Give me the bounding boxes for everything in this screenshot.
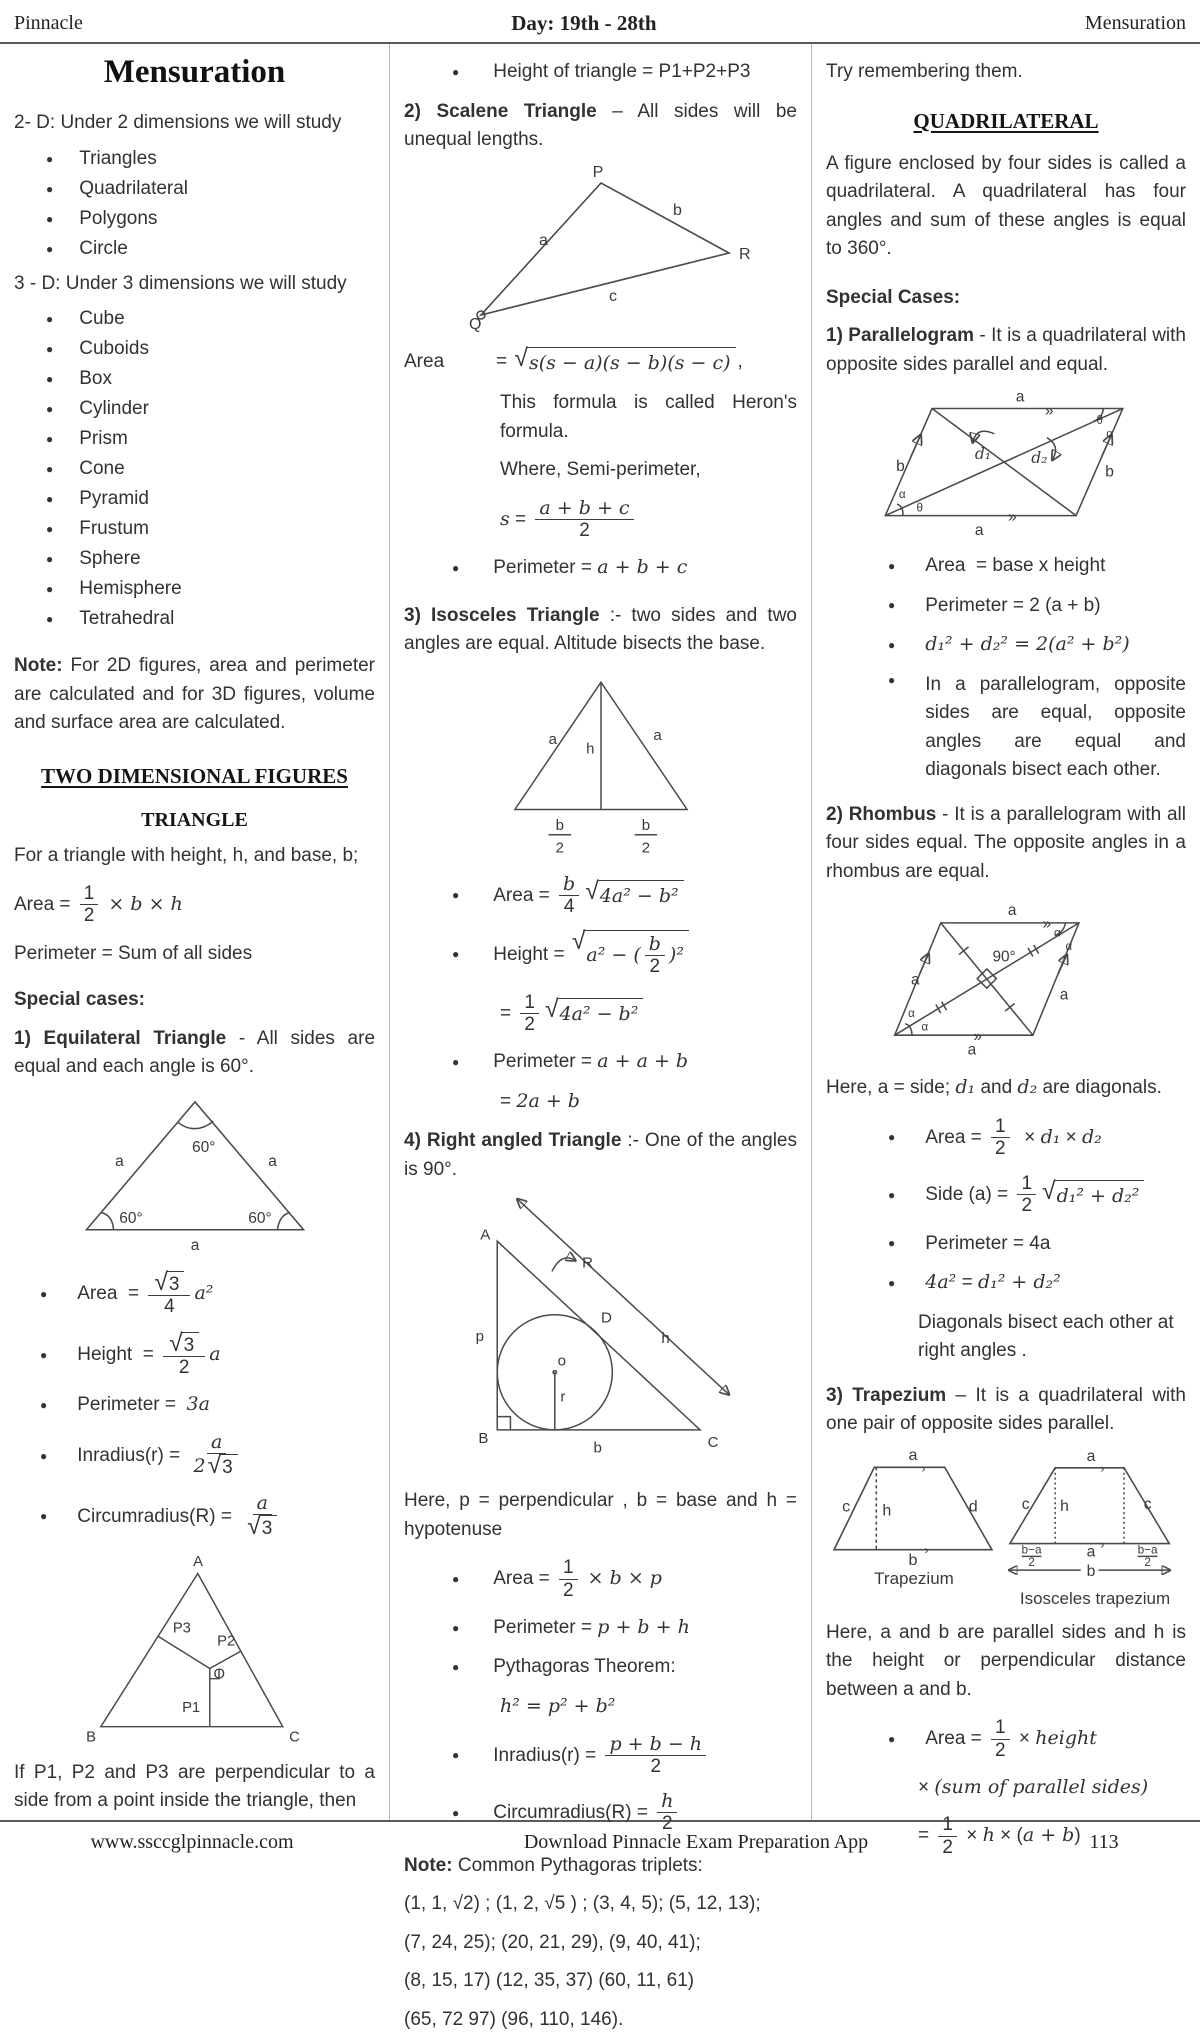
formula-bullet: ● Perimeter = a + b + c	[452, 556, 688, 579]
parallel-mark: »	[1007, 508, 1017, 526]
column-1	[0, 44, 390, 1820]
formula-bullet: ● Area = base x height	[888, 555, 1106, 576]
formula-bullet: ● 4a² = d₁² + d₂²	[888, 1271, 1061, 1294]
angle-label: α	[1106, 427, 1114, 441]
center-label: O	[212, 1666, 225, 1683]
formula-bullet: ● Perimeter = a + a + b	[452, 1050, 689, 1073]
heron-formula: Area = √ s(s − a)(s − b)(s − c) ,	[404, 347, 797, 378]
right-angle-mark	[497, 1417, 510, 1430]
list-item: ● Frustum	[46, 518, 149, 539]
triplets-line: (8, 15, 17) (12, 35, 37) (60, 11, 61)	[404, 1970, 695, 1992]
formula-continued: = 2a + b	[500, 1089, 580, 1112]
side-label: b	[592, 1439, 602, 1457]
formula-bullet: ● Inradius(r) = $\frac{p + b - h}{2}$	[404, 1733, 797, 1779]
bullet-icon: ●	[46, 492, 54, 506]
side-label: a	[1086, 1543, 1096, 1561]
right-triangle-heading: 4) Right angled Triangle :- One of the angles is 90°.	[404, 1130, 797, 1180]
bullet-icon: ●	[46, 151, 54, 166]
list-item: ● Cuboids	[46, 338, 149, 359]
trapezium-figure	[826, 1446, 1002, 1609]
vertex-label: A	[479, 1226, 490, 1244]
angle-label: α	[908, 1008, 915, 1021]
quadrilateral-intro: A figure enclosed by four sides is called a quadrilateral. A quadrilateral has four angles and sum of these angles is equal to 360°.	[826, 152, 1186, 259]
side-label: b	[672, 201, 682, 219]
rhombus-figure	[826, 896, 1186, 1064]
semi-perimeter-note: Where, Semi-perimeter,	[500, 459, 701, 481]
touch-point-label: D	[600, 1309, 612, 1327]
list-item: ● Cube	[46, 308, 125, 329]
formula-continued: = $\frac{1}{2}$ × h × ( a + b )	[918, 1814, 1081, 1858]
left-angle-arc	[100, 1212, 113, 1229]
vertex-label: B	[477, 1430, 488, 1448]
side-label: d	[968, 1497, 978, 1516]
special-cases-heading: Special cases:	[14, 989, 145, 1011]
figure-caption: Trapezium	[874, 1568, 954, 1588]
half-base-denominator: 2	[555, 839, 564, 857]
side-label: a	[911, 971, 920, 989]
half-base-numerator: b	[641, 816, 650, 834]
diagonal-label: d₂	[1031, 449, 1048, 468]
intro-3d: 3 - D: Under 3 dimensions we will study	[14, 272, 347, 294]
side-label: a	[974, 522, 984, 540]
rhombus-heading: 2) Rhombus - It is a parallelogram with all four sides equal. The opposite angles in a rhombus are equal.	[826, 803, 1186, 882]
bullet-icon: ●	[46, 312, 54, 326]
angle-label: θ	[1096, 414, 1104, 428]
formula-continued: h² = p² + b²	[500, 1694, 616, 1717]
side-label: b	[908, 1550, 918, 1569]
intro-2d: 2- D: Under 2 dimensions we will study	[14, 112, 342, 133]
hypotenuse-parallel-arrow	[517, 1200, 727, 1394]
side-label: h	[660, 1330, 670, 1348]
side-label: a	[538, 231, 548, 249]
formula-bullet: ● Perimeter = 2 (a + b)	[888, 594, 1101, 616]
rhombus-legend: Here, a = side; d₁ and d₂ are diagonals.	[826, 1076, 1162, 1099]
special-cases-heading: Special Cases:	[826, 286, 961, 308]
side-label: a	[1086, 1447, 1096, 1465]
list-item: ● Tetrahedral	[46, 608, 175, 629]
angle-label: 90°	[992, 948, 1016, 966]
bullet-icon: ●	[46, 462, 54, 476]
formula-bullet: ● d₁² + d₂² = 2(a² + b²)	[888, 633, 1130, 656]
brand: Pinnacle	[14, 11, 83, 34]
list-item: ● Polygons	[46, 207, 158, 229]
list-item: ● Cone	[46, 458, 125, 479]
perpendicular-label: P1	[181, 1699, 200, 1716]
note-2d-3d: Note: For 2D figures, area and perimeter are calculated and for 3D figures, volume and surface area are calculated.	[14, 655, 375, 733]
bullet-icon: ●	[46, 211, 54, 226]
corner-fraction-denominator: 2	[1028, 1555, 1035, 1570]
heading-triangle: TRIANGLE	[141, 808, 248, 831]
equilateral-heading: 1) Equilateral Triangle - All sides are equal and each angle is 60°.	[14, 1027, 376, 1078]
formula-bullet: ● Perimeter = 3a	[40, 1393, 210, 1416]
formula-bullet: ● Inradius(r) = a 2 √ 3	[14, 1431, 375, 1480]
side-label: c	[1021, 1495, 1030, 1513]
parallelogram-figure	[826, 389, 1186, 540]
diagonals-note: Diagonals bisect each other at right angles .	[918, 1311, 1174, 1362]
side-label: p	[475, 1328, 484, 1346]
angle-label: α	[921, 1021, 929, 1034]
equilateral-triangle-figure	[14, 1092, 375, 1258]
formula-continued: × (sum of parallel sides)	[918, 1775, 1149, 1798]
side-label: a	[267, 1152, 277, 1170]
side-direction-arrow	[911, 436, 921, 457]
list-item: ● Hemisphere	[46, 578, 182, 599]
right-angle-arc	[277, 1212, 290, 1229]
formula-continued: = $\frac{1}{2}$ √ 4a² − b²	[500, 991, 797, 1037]
height-label: h	[585, 739, 594, 757]
list-item: ● Triangles	[46, 147, 157, 169]
angle-label: 60°	[118, 1209, 143, 1227]
vertex-label: A	[192, 1554, 203, 1571]
parallel-mark: ›	[1100, 1461, 1105, 1476]
isosceles-trapezium-figure	[1004, 1449, 1186, 1609]
list-item: ● Prism	[46, 428, 128, 449]
side-label: a	[1015, 388, 1025, 406]
side-label: a	[190, 1236, 199, 1254]
angle-label: α	[1054, 927, 1061, 940]
half-base-denominator: 2	[641, 839, 650, 857]
right-triangle-legend: Here, p = perpendicular , b = base and h = hypotenuse	[404, 1490, 797, 1540]
figure-caption: Isosceles trapezium	[1019, 1588, 1171, 1608]
d2-curved-arrow	[1047, 438, 1056, 459]
isosceles-heading: 3) Isosceles Triangle :- two sides and two angles are equal. Altitude bisects the base.	[404, 604, 797, 655]
formula-area-bh: Area = $\frac{1}{2}$ × b × h	[14, 883, 183, 927]
right-triangle-figure	[404, 1194, 797, 1477]
formula-bullet: ● Area = $\frac{b}{4}$ √ 4a² − b²	[404, 873, 797, 919]
formula-bullet: ● Area = $\frac{1}{2}$ × height	[888, 1717, 1097, 1761]
side-label: a	[967, 1041, 977, 1059]
formula-bullet: ● Height = √ 3 2 a	[40, 1329, 221, 1379]
bullet-icon: ●	[46, 522, 54, 536]
list-2d	[14, 148, 375, 260]
side-label: a	[114, 1152, 124, 1170]
vertex-label: C	[288, 1729, 300, 1746]
trapezium-figures	[826, 1446, 1186, 1609]
triangle-outline	[481, 183, 729, 315]
vertex-label: C	[707, 1434, 718, 1452]
heading-two-dimensional: TWO DIMENSIONAL FIGURES	[41, 763, 348, 788]
inradius-label: r	[559, 1388, 565, 1406]
p3-segment	[158, 1636, 210, 1668]
formula-bullet: ● Pythagoras Theorem:	[452, 1656, 676, 1678]
diagonal-2	[895, 923, 1079, 1035]
trapezium-heading: 3) Trapezium – It is a quadrilateral with one pair of opposite sides parallel.	[826, 1384, 1186, 1435]
parallel-mark: »	[1042, 915, 1052, 933]
side-direction-arrow	[920, 955, 929, 974]
parallel-mark: »	[973, 1028, 982, 1046]
list-item: ● Pyramid	[46, 488, 149, 509]
circumradius-label: R	[581, 1254, 593, 1272]
height-label: h	[1060, 1497, 1069, 1515]
text-bullet: ● In a parallelogram, opposite sides are equal, opposite angles are equal and diagonals bisect each other.	[888, 672, 1186, 781]
scalene-triangle-figure	[404, 165, 797, 335]
day-range: Day: 19th - 28th	[511, 10, 657, 35]
list-item: ● Box	[46, 368, 112, 389]
corner-fraction-denominator: 2	[1144, 1555, 1151, 1570]
vertex-label: P	[592, 163, 603, 181]
bullet-icon: ●	[46, 612, 54, 626]
side-label: b	[896, 457, 905, 475]
half-base-numerator: b	[555, 816, 564, 834]
parallel-mark: ›	[924, 1542, 929, 1557]
side-label: a	[548, 730, 557, 748]
incenter-label: o	[557, 1353, 566, 1371]
triplets-line: (7, 24, 25); (20, 21, 29), (9, 40, 41);	[404, 1931, 701, 1953]
corner-fraction-numerator: b−a	[1137, 1542, 1158, 1557]
heron-note: This formula is called Heron's formula.	[500, 392, 797, 442]
side-label: c	[608, 287, 617, 305]
chapter-name: Mensuration	[1084, 11, 1186, 34]
angle-label: 60°	[191, 1138, 215, 1156]
side-label: a	[1007, 902, 1017, 920]
footer-page-number: 113	[1089, 1830, 1119, 1853]
diagonal-2	[885, 409, 1122, 516]
bullet-icon: ●	[46, 432, 54, 446]
triplets-line: (1, 1, √2) ; (1, 2, √5 ) ; (3, 4, 5); (5, 12, 13);	[404, 1893, 761, 1915]
side-label: a	[1059, 986, 1069, 1004]
height-label: h	[882, 1501, 892, 1520]
side-label: b	[1105, 463, 1114, 481]
list-item: ● Sphere	[46, 548, 141, 569]
parallelogram-heading: 1) Parallelogram - It is a quadrilateral with opposite sides parallel and equal.	[826, 325, 1187, 375]
side-direction-arrow	[1058, 956, 1067, 975]
formula-bullet: ● Circumradius(R) = a √ 3	[14, 1492, 375, 1541]
footer-site: www.ssccglpinnacle.com	[90, 1830, 294, 1853]
semi-perimeter-formula: s = $\frac{a + b + c}{2}$	[500, 497, 797, 543]
side-label: c	[842, 1497, 851, 1516]
triplets-note: Note: Common Pythagoras triplets:	[404, 1854, 703, 1876]
formula-bullet: ● Height = √ a² − ( $\frac{b}{2}$ )²	[404, 930, 797, 979]
perimeter-sum: Perimeter = Sum of all sides	[14, 942, 253, 964]
perpendicular-label: P2	[216, 1633, 235, 1650]
bullet-icon: ●	[46, 241, 54, 256]
base-dimension-label: b	[1086, 1562, 1096, 1580]
formula-bullet: ● Area = √ 3 4 a²	[40, 1268, 214, 1318]
corner-fraction-numerator: b−a	[1021, 1542, 1042, 1557]
formula-bullet: ● Perimeter = 4a	[888, 1232, 1051, 1254]
page-title: Mensuration	[103, 54, 286, 90]
incenter-triangle-figure	[14, 1553, 375, 1749]
bullet-icon: ●	[46, 582, 54, 596]
diagonal-label: d₁	[974, 445, 992, 464]
side-label: a	[908, 1446, 918, 1465]
parallel-mark: »	[1044, 402, 1054, 420]
heading-quadrilateral: QUADRILATERAL	[913, 108, 1099, 133]
try-remembering: Try remembering them.	[826, 61, 1023, 82]
trapezium-legend: Here, a and b are parallel sides and h is the height or perpendicular distance between a and b.	[826, 1621, 1186, 1700]
parallel-mark: ›	[921, 1461, 926, 1476]
isosceles-triangle-figure	[404, 669, 797, 861]
perpendicular-label: P3	[172, 1620, 191, 1637]
angle-label: 60°	[247, 1209, 272, 1227]
formula-bullet: ● Circumradius(R) = $\frac{h}{2}$	[404, 1790, 797, 1836]
apex-angle-arc	[177, 1121, 213, 1129]
list-3d	[14, 308, 375, 630]
list-item: ● Circle	[46, 237, 128, 259]
formula-bullet: ● Area = $\frac{1}{2}$ × d₁ × d₂	[888, 1115, 1102, 1159]
formula-bullet: ● Perimeter = p + b + h	[452, 1615, 690, 1638]
page-header	[0, 0, 1200, 44]
vertex-label: Q	[468, 315, 481, 333]
bullet-icon: ●	[46, 552, 54, 566]
side-label: c	[1143, 1495, 1152, 1513]
triangle-intro: For a triangle with height, h, and base, b;	[14, 844, 359, 866]
parallel-mark: ›	[1100, 1537, 1105, 1552]
triplets-line: (65, 72 97) (96, 110, 146).	[404, 2008, 624, 2030]
formula-bullet: ● Height of triangle = P1+P2+P3	[452, 61, 751, 82]
angle-label: α	[898, 488, 906, 502]
angle-label: α	[1065, 940, 1073, 953]
vertex-label: B	[85, 1729, 96, 1746]
list-item: ● Quadrilateral	[46, 177, 189, 199]
footer-app: Download Pinnacle Exam Preparation App	[523, 1830, 869, 1853]
bullet-icon: ●	[46, 181, 54, 196]
bullet-icon: ●	[46, 402, 54, 416]
if-p-text: If P1, P2 and P3 are perpendicular to a side from a point inside the triangle, then	[14, 1761, 375, 1812]
angle-label: θ	[916, 501, 923, 515]
side-label: a	[652, 726, 662, 744]
formula-bullet: ● Area = $\frac{1}{2}$ × b × p	[452, 1557, 662, 1601]
scalene-heading: 2) Scalene Triangle – All sides will be unequal lengths.	[404, 100, 797, 151]
d1-curved-arrow	[973, 431, 994, 441]
list-item: ● Cylinder	[46, 398, 149, 419]
bullet-icon: ●	[46, 372, 54, 386]
bullet-icon: ●	[46, 342, 54, 356]
formula-bullet: ● Side (a) = $\frac{1}{2}$ √ d₁² + d₂²	[826, 1172, 1186, 1218]
r-curved-arrow	[551, 1258, 574, 1271]
vertex-label: R	[738, 245, 751, 263]
